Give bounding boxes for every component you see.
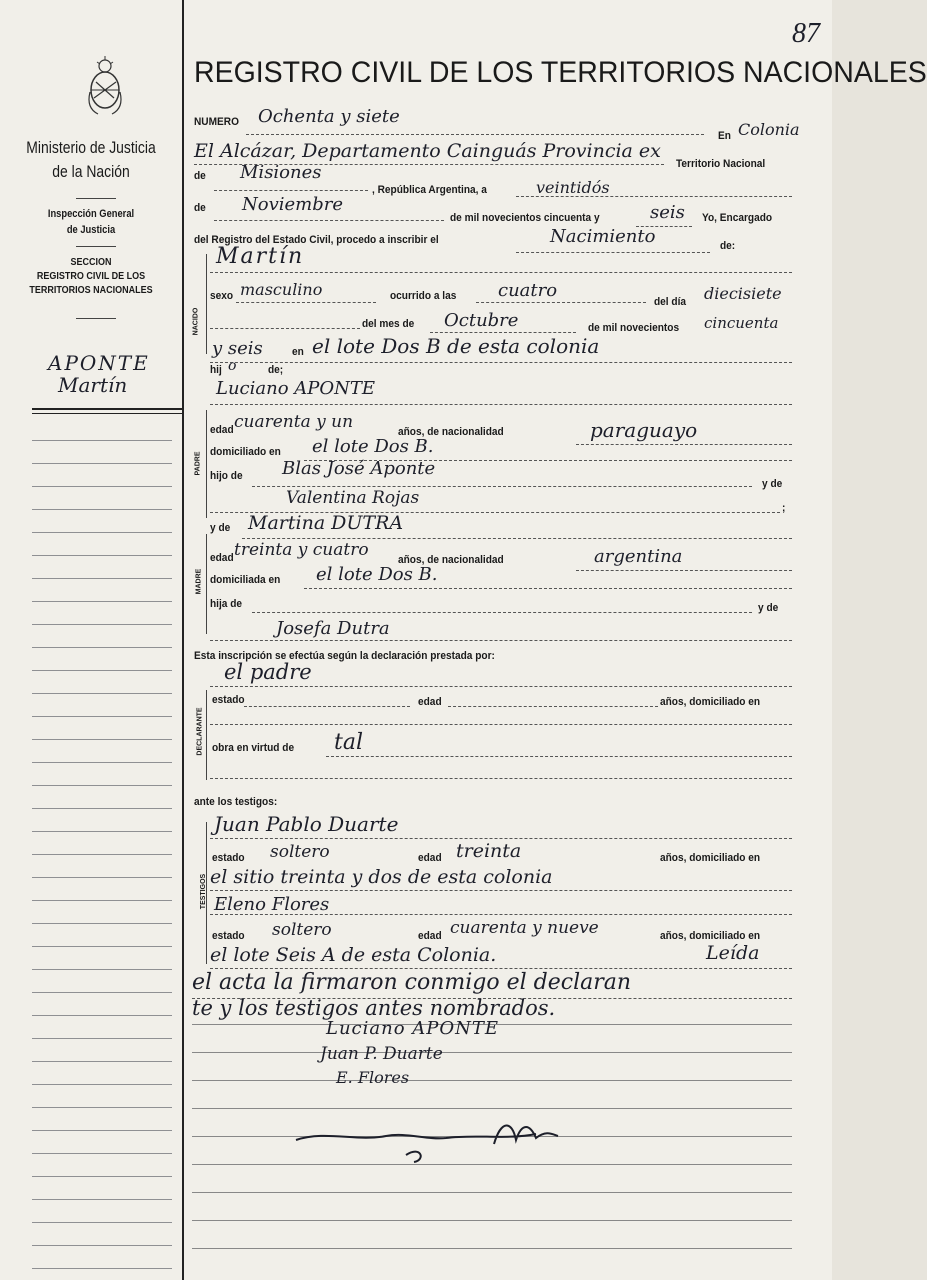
fill-line (210, 968, 792, 969)
hija-label: hija de (210, 598, 243, 610)
declaration-intro: Esta inscripción se efectúa según la declaración prestada por: (194, 650, 495, 662)
obra-value: tal (334, 730, 363, 755)
numero-label: NUMERO (194, 116, 239, 128)
fill-line (476, 302, 646, 303)
fill-line (214, 220, 444, 221)
year-value: seis (650, 202, 685, 223)
nacido-side-label: NACIDO (192, 307, 200, 336)
ruled-line (192, 1052, 792, 1053)
day-value: veintidós (536, 178, 610, 197)
fill-line (252, 486, 752, 487)
ruled-lines (32, 418, 172, 1270)
witness2-name: Eleno Flores (214, 894, 330, 915)
domicilio-label: domiciliada en (210, 574, 281, 586)
fill-line (516, 252, 710, 253)
en-value: Colonia (738, 120, 800, 139)
semicolon: ; (782, 502, 786, 514)
witness2-status: soltero (272, 920, 332, 940)
ruled-line (192, 1248, 792, 1249)
month-value: Noviembre (242, 194, 344, 215)
margin-column (0, 0, 184, 1280)
mil-label: de mil novecientos cincuenta y (450, 212, 600, 224)
fill-line (210, 778, 792, 779)
signature-juan-duarte: Juan P. Duarte (320, 1044, 443, 1064)
witness1-status: soltero (270, 842, 330, 862)
obra-label: obra en virtud de (212, 742, 295, 754)
edad-label: edad (210, 552, 234, 564)
signature-eleno-flores: E. Flores (336, 1068, 410, 1087)
estado-label: estado (212, 930, 245, 942)
fill-line (210, 640, 792, 641)
edad-label: edad (210, 424, 234, 436)
domicilio-label: domiciliado en (210, 446, 281, 458)
closing-text-2: el acta la firmaron conmigo el declaran (192, 970, 632, 995)
mother-name: Martina DUTRA (248, 512, 404, 534)
encargado-label: Yo, Encargado (702, 212, 773, 224)
hour-value: cuatro (498, 280, 558, 301)
witness2-age: cuarenta y nueve (450, 918, 599, 938)
mother-nationality-value: argentina (594, 546, 683, 567)
closing-text-1: Leída (706, 942, 760, 964)
witness1-age: treinta (456, 840, 522, 862)
ruled-line (192, 1080, 792, 1081)
y-de-label: y de (210, 522, 231, 534)
divider (76, 198, 116, 199)
section-bar (206, 690, 207, 780)
y-de-label: y de (762, 478, 783, 490)
margin-rule (32, 408, 182, 410)
place-value: El Alcázar, Departamento Cainguás Provincia ex (194, 140, 661, 162)
inspection-heading (14, 206, 169, 238)
hijo-label: hijo de (210, 470, 243, 482)
registro-label: del Registro del Estado Civil, procedo a inscribir el (194, 234, 439, 246)
signature-luciano-aponte: Luciano APONTE (326, 1018, 500, 1039)
birth-place-value: el lote Dos B de esta colonia (312, 334, 600, 358)
ruled-line (192, 1192, 792, 1193)
province-value: Misiones (240, 162, 322, 183)
father-nationality-value: paraguayo (590, 418, 698, 442)
ruled-line (192, 1108, 792, 1109)
father-age-value: cuarenta y un (234, 412, 354, 432)
fill-line (210, 838, 792, 839)
fill-line (210, 686, 792, 687)
form-title: REGISTRO CIVIL DE LOS TERRITORIOS NACIONALES (194, 56, 927, 89)
republica-label: , República Argentina, a (372, 184, 487, 196)
fill-line (326, 756, 792, 757)
mother-age-value: treinta y cuatro (234, 540, 369, 560)
sex-value: masculino (240, 280, 323, 299)
fill-line (252, 612, 752, 613)
fill-line (244, 706, 410, 707)
fill-line (236, 302, 376, 303)
estado-label: estado (212, 852, 245, 864)
section-bar (206, 534, 207, 634)
margin-given-name: Martín (58, 373, 128, 397)
section-line-2: TERRITORIOS NACIONALES (29, 285, 153, 296)
section-bar (206, 410, 207, 518)
father-address-value: el lote Dos B. (312, 436, 434, 457)
paternal-grandfather-value: Blas José Aponte (282, 458, 436, 479)
witness1-address: el sitio treinta y dos de esta colonia (210, 866, 553, 888)
birth-month-value: Octubre (444, 310, 519, 331)
fill-line (430, 332, 576, 333)
paternal-grandmother-value: Valentina Rojas (286, 488, 420, 508)
national-coat-of-arms-icon (84, 52, 126, 118)
edad-label: edad (418, 852, 442, 864)
closing-text-3: te y los testigos antes nombrados. (192, 996, 556, 1020)
declarante-side-label: DECLARANTE (196, 707, 204, 756)
fill-line (576, 444, 792, 445)
y-de-label: y de (758, 602, 779, 614)
record-form (186, 0, 927, 1280)
act-type-value: Nacimiento (550, 226, 656, 247)
mil-novecientos-label: de mil novecientos (588, 322, 680, 334)
del-dia-label: del día (654, 296, 687, 308)
sexo-label: sexo (210, 290, 234, 302)
father-name: Luciano APONTE (216, 378, 376, 399)
nacionalidad-label: años, de nacionalidad (398, 554, 504, 566)
estado-label: estado (212, 694, 245, 706)
divider (76, 246, 116, 247)
ocurrido-label: ocurrido a las (390, 290, 457, 302)
ruled-line (192, 1136, 792, 1137)
ruled-line (192, 1164, 792, 1165)
nacionalidad-label: años, de nacionalidad (398, 426, 504, 438)
birth-year-value-2: y seis (212, 338, 263, 359)
testigos-side-label: TESTIGOS (200, 873, 208, 910)
mes-label: del mes de (362, 318, 415, 330)
inspection-line-2: de Justicia (66, 224, 116, 236)
numero-value: Ochenta y siete (258, 106, 400, 127)
fill-line (210, 724, 792, 725)
ministry-line-1: Ministerio de Justicia (26, 138, 156, 157)
hij-label: hij (210, 364, 222, 376)
mother-address-value: el lote Dos B. (316, 564, 438, 585)
fill-line (246, 134, 704, 135)
territorio-label: Territorio Nacional (676, 158, 766, 170)
fill-line (210, 362, 792, 363)
registrar-signature-icon (286, 1100, 616, 1170)
fill-line (448, 706, 658, 707)
de-label: de; (268, 364, 284, 376)
divider (76, 318, 116, 319)
fill-line (242, 538, 792, 539)
birth-year-value: cincuenta (704, 314, 779, 332)
edad-label: edad (418, 696, 442, 708)
anios-domiciliado-label: años, domiciliado en (660, 852, 761, 864)
de-label: de: (720, 240, 736, 252)
fill-line (210, 914, 792, 915)
fill-line (214, 190, 368, 191)
fill-line (210, 890, 792, 891)
hij-suffix: o (228, 358, 237, 374)
fill-line (304, 588, 792, 589)
margin-annotation (40, 352, 180, 396)
witness2-address: el lote Seis A de esta Colonia. (210, 944, 497, 966)
en-label: En (718, 130, 731, 142)
de-label: de (194, 202, 206, 214)
testigos-intro: ante los testigos: (194, 796, 278, 808)
edad-label: edad (418, 930, 442, 942)
ruled-line (192, 1220, 792, 1221)
fill-line (576, 570, 792, 571)
section-label: SECCION (70, 257, 112, 268)
fill-line (210, 404, 792, 405)
margin-rule (32, 413, 182, 414)
section-line-1: REGISTRO CIVIL DE LOS (36, 271, 146, 282)
birth-day-value: diecisiete (704, 284, 782, 303)
en-label: en (292, 346, 304, 358)
child-name: Martín (216, 244, 305, 269)
anios-domiciliado-label: años, domiciliado en (660, 930, 761, 942)
padre-side-label: PADRE (194, 451, 202, 476)
section-bar (206, 254, 207, 354)
margin-surname: APONTE (48, 351, 150, 375)
fill-line (210, 328, 360, 329)
declarant-name: el padre (224, 660, 312, 684)
page-number: 87 (792, 18, 820, 49)
fill-line (210, 272, 792, 273)
ministry-line-2: de la Nación (52, 162, 130, 181)
maternal-grandmother-value: Josefa Dutra (276, 618, 390, 639)
madre-side-label: MADRE (195, 568, 203, 595)
anios-domiciliado-label: años, domiciliado en (660, 696, 761, 708)
inspection-line-1: Inspección General (47, 208, 135, 220)
section-heading (9, 256, 173, 298)
fill-line (516, 196, 792, 197)
ministry-heading (16, 136, 165, 184)
de-label: de (194, 170, 206, 182)
witness1-name: Juan Pablo Duarte (214, 812, 399, 836)
